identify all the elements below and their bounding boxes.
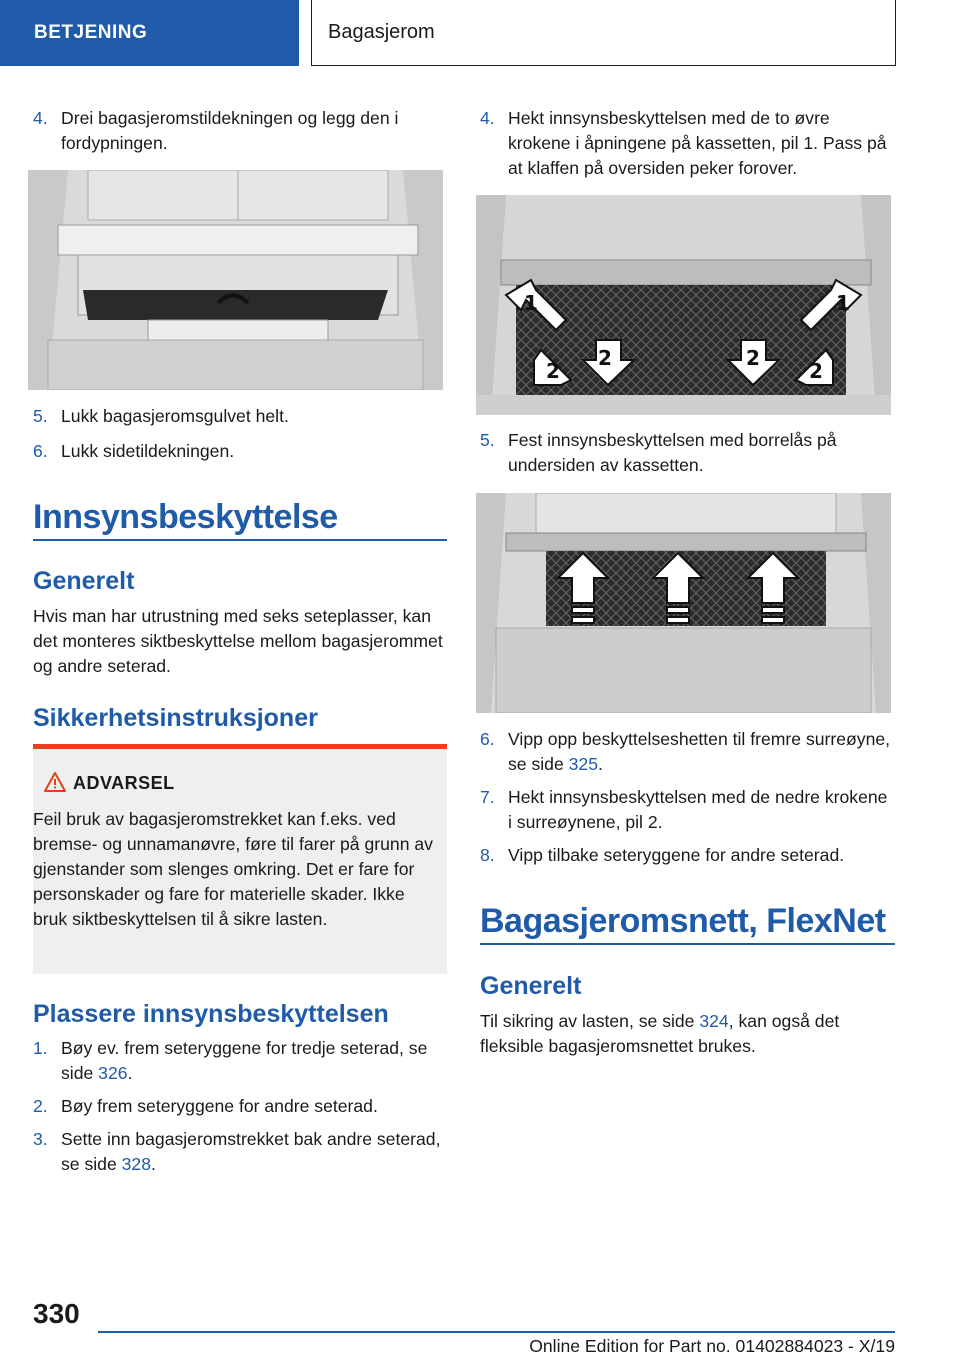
right-step-5 (480, 428, 895, 478)
left-steps-5-6 (33, 404, 447, 464)
step-text: Lukk bagasjeromsgulvet helt. (61, 406, 289, 426)
right-step-4 (480, 106, 895, 181)
step-text: Vipp tilbake seteryggene for andre seterad. (508, 845, 845, 865)
figure-callout: 2 (598, 346, 612, 370)
right-step (480, 843, 895, 868)
general-text-right: Til sikring av lasten, se side 324, kan også det fleksible bagasjeromsnettet brukes. (480, 1011, 840, 1056)
step-number: 6. (480, 729, 495, 749)
step-number: 8. (480, 845, 495, 865)
header-chapter-tab (311, 0, 896, 66)
step-text: Vipp opp beskyttelseshetten til fremre surreøyne, se side (508, 729, 891, 774)
step-number: 5. (480, 430, 495, 450)
step-number: 3. (33, 1129, 48, 1149)
section-rule (480, 943, 895, 945)
step-text: Drei bagasjeromstildekningen og legg den i fordypningen. (61, 108, 399, 153)
step-number: 5. (33, 406, 48, 426)
step-text: Hekt innsynsbeskyttelsen med de nedre krokene i surreøynene, pil 2. (508, 787, 888, 832)
step-text: Fest innsynsbeskyttelsen med borrelås på undersiden av kassetten. (508, 430, 837, 475)
warning-triangle-icon (43, 771, 67, 793)
section-rule (33, 539, 447, 541)
figure-callout: 1 (836, 291, 850, 315)
step-text: Sette inn bagasjeromstrekket bak andre seterad, se side (61, 1129, 441, 1174)
place-step: 3. Sette inn bagasjeromstrekket bak andre seterad, se side 328. (33, 1127, 447, 1177)
net-hooks-figure (476, 195, 891, 415)
step-number: 4. (480, 108, 495, 128)
place-step (33, 1094, 447, 1119)
trunk-cover-figure (28, 170, 443, 390)
step-number: 2. (33, 1096, 48, 1116)
header-section-label: BETJENING (34, 22, 148, 43)
warning-box (33, 744, 447, 974)
heading-place: Plassere innsynsbeskyttelsen (33, 1000, 389, 1028)
step-number: 4. (33, 108, 48, 128)
right-steps-6-8 (480, 727, 895, 868)
step-number: 1. (33, 1038, 48, 1058)
right-step: 6. Vipp opp beskyttelseshetten til fremre surreøyne, se side 325. (480, 727, 895, 777)
step-number: 6. (33, 441, 48, 461)
page-number: 330 (33, 1298, 80, 1329)
step-text: Bøy ev. frem seteryggene for tredje seterad, se side (61, 1038, 428, 1083)
step-text: Bøy frem seteryggene for andre seterad. (61, 1096, 378, 1116)
page-link[interactable]: 328 (121, 1154, 151, 1174)
page-link[interactable]: 325 (568, 754, 598, 774)
footer-edition: Online Edition for Part no. 01402884023 - X/19 (529, 1336, 895, 1356)
header-section-tab[interactable] (0, 0, 299, 66)
general-text-left: Hvis man har utrustning med seks seteplasser, kan det monteres siktbeskyttelse mellom bagasjerommet og andre seterad. (33, 606, 443, 676)
warning-text: Feil bruk av bagasjeromstrekket kan f.eks. ved bremse- og unnamanøvre, føre til farer på grunn av gjenstander som slenges omkring. Det er fare for personskader og fare for materielle skader. Ikke bruk siktbeskyttelsen til å sikre lasten. (33, 809, 433, 929)
figure-callout: 2 (809, 359, 823, 383)
place-steps (33, 1036, 447, 1177)
place-step: 1. Bøy ev. frem seteryggene for tredje seterad, se side 326. (33, 1036, 447, 1086)
figure-callout: 1 (524, 291, 538, 315)
figure-callout: 2 (546, 359, 560, 383)
step-text: Lukk sidetildekningen. (61, 441, 235, 461)
heading-safety: Sikkerhetsinstruksjoner (33, 704, 318, 732)
figure-callout: 2 (746, 346, 760, 370)
heading-generelt-left: Generelt (33, 567, 135, 595)
section-title-flexnet: Bagasjeromsnett, FlexNet (480, 902, 886, 940)
section-title-innsyn: Innsynsbeskyttelse (33, 498, 338, 536)
page-link[interactable]: 326 (98, 1063, 128, 1083)
right-step (480, 785, 895, 835)
header-chapter-label: Bagasjerom (328, 21, 435, 43)
velcro-figure (476, 493, 891, 713)
warning-title: ADVARSEL (73, 773, 175, 793)
page-link[interactable]: 324 (699, 1011, 729, 1031)
step-number: 7. (480, 787, 495, 807)
step-text: Hekt innsynsbeskyttelsen med de to øvre krokene i åpningene på kassetten, pil 1. Pass på at klaffen på oversiden peker forover. (508, 108, 887, 178)
left-step-4 (33, 106, 447, 156)
footer-rule (98, 1331, 895, 1333)
heading-generelt-right: Generelt (480, 972, 582, 1000)
